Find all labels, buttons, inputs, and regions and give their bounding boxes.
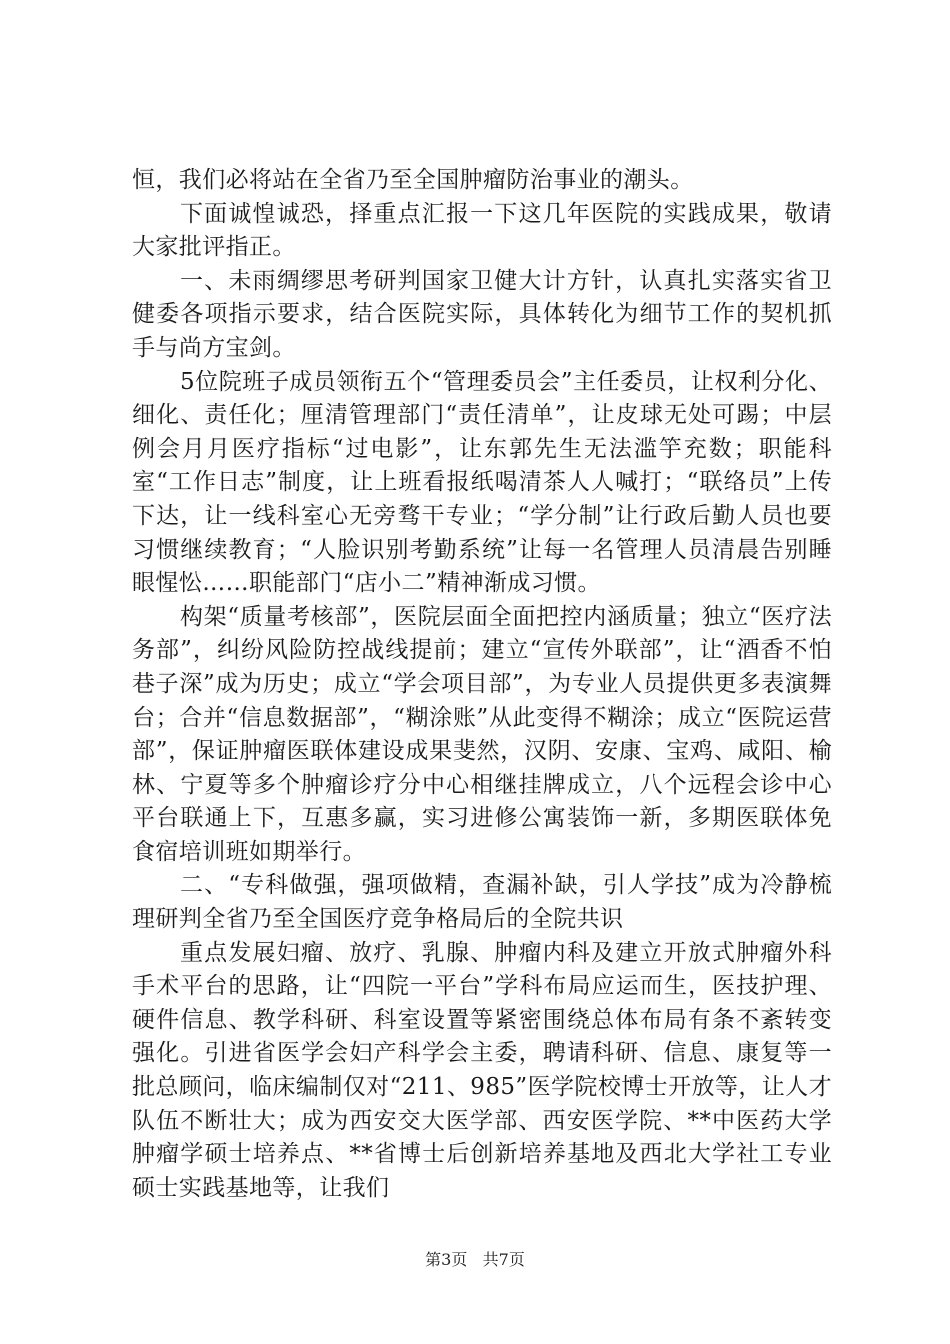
paragraph-3: 一、未雨绸缪思考研判国家卫健大计方针，认真扎实落实省卫健委各项指示要求，结合医院实际，具体转化为细节工作的契机抓手与尚方宝剑。 — [132, 267, 832, 361]
paragraph-1: 恒，我们必将站在全省乃至全国肿瘤防治事业的潮头。 — [132, 167, 694, 193]
paragraph-4: 5位院班子成员领衔五个“管理委员会”主任委员，让权利分化、细化、责任化；厘清管理部门“责任清单”，让皮球无处可踢；中层例会月月医疗指标“过电影”，让东郭先生无法滥竽充数；职能科室“工作日志”制度，让上班看报纸喝清茶人人喊打；“联络员”上传下达，让一线科室心无旁骛干专业；“学分制”让行政后勤人员也要习惯继续教育；“人脸识别考勤系统”让每一名管理人员清晨告别睡眼惺忪……职能部门“店小二”精神渐成习惯。 — [132, 368, 832, 597]
page-number: 第3页 — [425, 1250, 468, 1269]
page-total: 共7页 — [482, 1250, 525, 1269]
page-footer — [0, 1247, 950, 1270]
paragraph-5: 构架“质量考核部”，医院层面全面把控内涵质量；独立“医疗法务部”，纠纷风险防控战线提前；建立“宣传外联部”，让“酒香不怕巷子深”成为历史；成立“学会项目部”，为专业人员提供更多表演舞台；合并“信息数据部”，“糊涂账”从此变得不糊涂；成立“医院运营部”，保证肿瘤医联体建设成果斐然，汉阴、安康、宝鸡、咸阳、榆林、宁夏等多个肿瘤诊疗分中心相继挂牌成立，八个远程会诊中心平台联通上下，互惠多赢，实习进修公寓装饰一新，多期医联体免食宿培训班如期举行。 — [132, 603, 832, 865]
document-body — [132, 164, 832, 1205]
paragraph-2: 下面诚惶诚恐，择重点汇报一下这几年医院的实践成果，敬请大家批评指正。 — [132, 200, 832, 261]
paragraph-6: 二、“专科做强，强项做精，查漏补缺，引人学技”成为冷静梳理研判全省乃至全国医疗竞争格局后的全院共识 — [132, 872, 832, 933]
paragraph-7: 重点发展妇瘤、放疗、乳腺、肿瘤内科及建立开放式肿瘤外科手术平台的思路，让“四院一平台”学科布局应运而生，医技护理、硬件信息、教学科研、科室设置等紧密围绕总体布局有条不紊转变强化。引进省医学会妇产科学会主委，聘请科研、信息、康复等一批总顾问，临床编制仅对“211、985”医学院校博士开放等，让人才队伍不断壮大；成为西安交大医学部、西安医学院、**中医药大学肿瘤学硕士培养点、**省博士后创新培养基地及西北大学社工专业硕士实践基地等，让我们 — [132, 939, 832, 1201]
